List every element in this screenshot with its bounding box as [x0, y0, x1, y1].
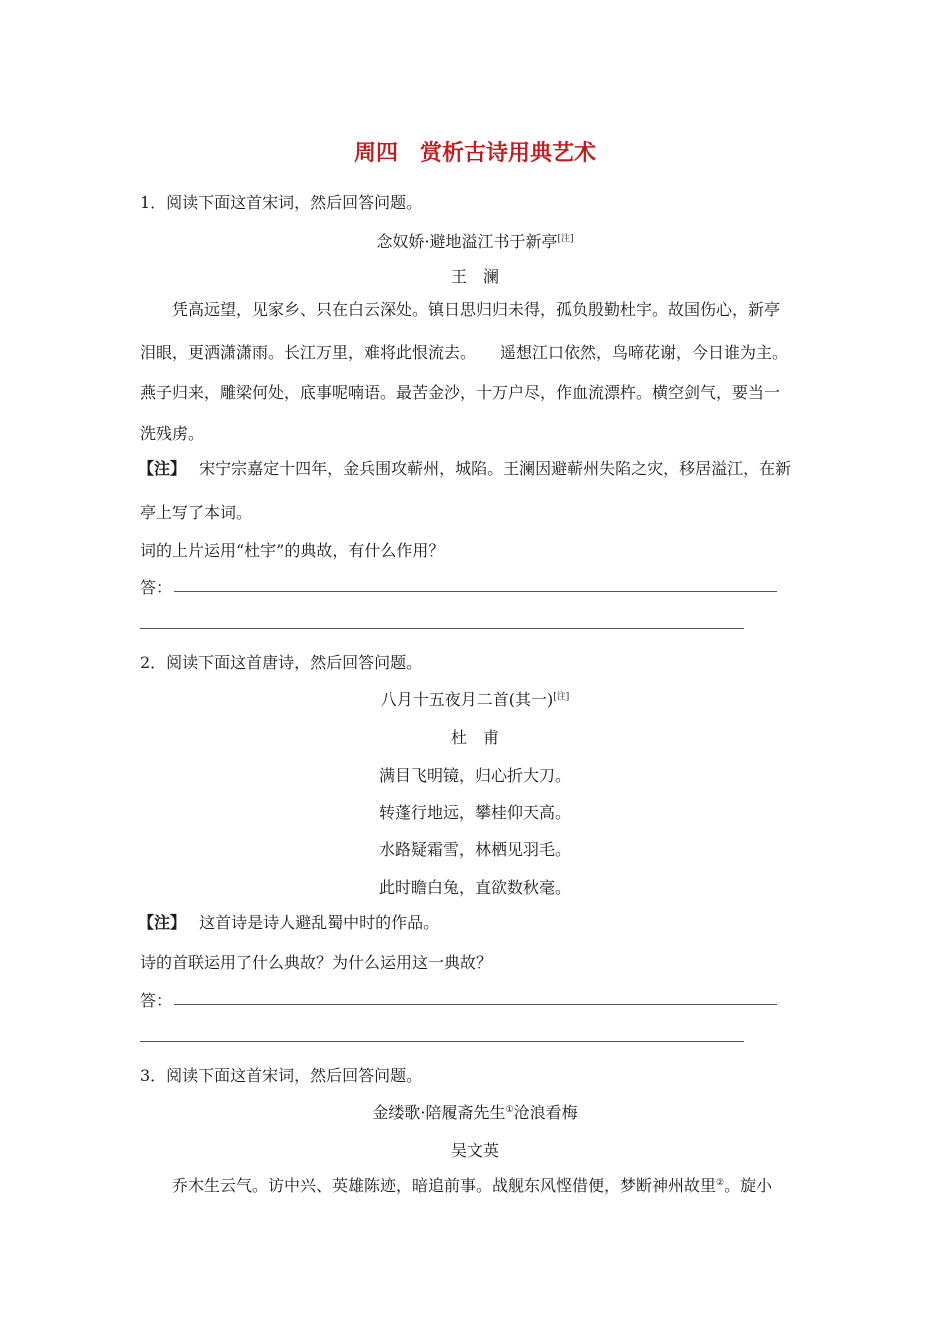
- q3-poem-title: [0, 1100, 950, 1123]
- q2-note-label: 【注】: [138, 913, 187, 932]
- q3-body-a: 乔木生云气。访中兴、英雄陈迹，暗追前事。战舰东风悭借便，梦断神州故里: [172, 1176, 717, 1195]
- q1-note-text: 宋宁宗嘉定十四年，金兵围攻蕲州，城陷。王澜因避蕲州失陷之灾，移居溢江，在新: [199, 459, 792, 478]
- q3-prompt: 3．阅读下面这首宋词，然后回答问题。: [140, 1066, 423, 1085]
- q3-body-line: [172, 1173, 772, 1196]
- q1-answer-label: 答：: [140, 578, 173, 597]
- page-title: 周四 赏析古诗用典艺术: [353, 141, 596, 166]
- q2-verse: 转蓬行地远，攀桂仰天高。: [378, 803, 571, 822]
- q1-answer-line[interactable]: [174, 591, 777, 592]
- q2-verse: 水路疑霜雪，林栖见羽毛。: [378, 840, 571, 859]
- q1-author: 王 澜: [450, 267, 499, 286]
- q3-author: 吴文英: [450, 1141, 499, 1160]
- q2-answer-line[interactable]: [174, 1004, 777, 1005]
- q1-note-line: 亭上写了本词。: [140, 503, 253, 522]
- q1-body-line: 泪眼，更洒潇潇雨。长江万里，难将此恨流去。 遥想江口依然，鸟啼花谢，今日谁为主。: [140, 343, 789, 362]
- q2-question: 诗的首联运用了什么典故？为什么运用这一典故？: [140, 953, 493, 972]
- q3-mark-2: ②: [716, 1178, 725, 1188]
- q1-prompt: 1．阅读下面这首宋词，然后回答问题。: [140, 193, 423, 212]
- q1-question: 词的上片运用“杜宇”的典故，有什么作用？: [140, 541, 445, 560]
- q2-poem-title-text: 八月十五夜月二首(其一): [380, 690, 554, 709]
- q2-note: [138, 910, 439, 933]
- q1-poem-title-text: 念奴娇·避地溢江书于新亭: [376, 232, 558, 251]
- q2-answer-line[interactable]: [140, 1041, 744, 1042]
- q1-note-mark: [注]: [557, 234, 574, 244]
- q3-mark-1: ①: [505, 1105, 514, 1115]
- q3-poem-title-b: 沧浪看梅: [513, 1103, 578, 1122]
- q1-answer-line[interactable]: [140, 628, 744, 629]
- q1-note-label: 【注】: [138, 459, 187, 478]
- q2-answer-label: 答：: [140, 991, 173, 1010]
- q3-body-b: 。旋小: [724, 1176, 773, 1195]
- q1-note: [138, 456, 791, 479]
- q3-poem-title-a: 金缕歌·陪履斋先生: [372, 1103, 506, 1122]
- q1-poem-title: [0, 229, 950, 252]
- q2-poem-title: [0, 687, 950, 710]
- q2-prompt: 2．阅读下面这首唐诗，然后回答问题。: [140, 653, 423, 672]
- q1-body-line: 洗残虏。: [140, 424, 205, 443]
- q2-note-text: 这首诗是诗人避乱蜀中时的作品。: [199, 913, 440, 932]
- q1-body-line: 燕子归来，雕梁何处，底事呢喃语。最苦金沙，十万户尽，作血流漂杵。横空剑气，要当一: [140, 383, 781, 402]
- q2-verse: 此时瞻白兔，直欲数秋毫。: [378, 878, 571, 897]
- q1-body-line: 凭高远望，见家乡、只在白云深处。镇日思归归未得，孤负殷勤杜宇。故国伤心，新亭: [172, 300, 781, 319]
- q2-note-mark: [注]: [553, 692, 570, 702]
- q2-author: 杜 甫: [450, 728, 499, 747]
- q2-verse: 满目飞明镜，归心折大刀。: [378, 766, 571, 785]
